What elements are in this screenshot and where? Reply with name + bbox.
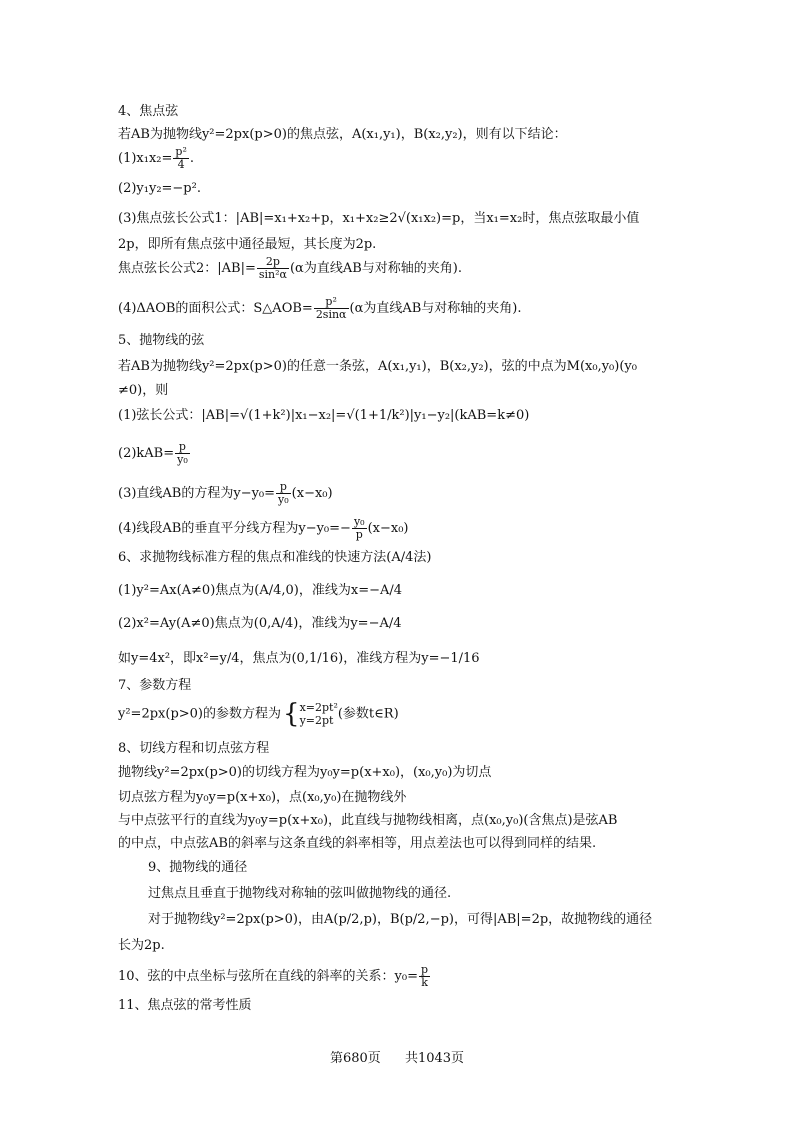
fraction: $\frac{\text{p²}}{4}$ [175, 145, 187, 171]
total-pages: 共1043页 [404, 1051, 465, 1066]
section-9-title: 9、抛物线的通径 [148, 860, 248, 875]
s4-item-1: (1)x₁x₂= $\frac{\text{p²}}{4}$ . [118, 145, 194, 171]
section-5-title: 5、抛物线的弦 [118, 333, 205, 348]
fraction: $\frac{\text{p²}}{2\sin\alpha}$ [315, 295, 347, 321]
page-number: 第680页 [329, 1051, 381, 1066]
s6-item-2: (2)x²=Ay(A≠0)焦点为(0,A/4)，准线为y=−A/4 [118, 616, 402, 631]
s4-item-3-line2: 2p，即所有焦点弦中通径最短，其长度为2p. [118, 237, 377, 252]
s8-line-3: 与中点弦平行的直线为y₀y=p(x+x₀)，此直线与抛物线相离，点(x₀,y₀)(含焦点)是弦AB [118, 813, 618, 828]
fraction: $\frac{2p}{\text{sin²α}}$ [258, 255, 287, 281]
fraction: $\frac{\text{y₀}}{p}$ [353, 515, 365, 541]
s6-item-1: (1)y²=Ax(A≠0)焦点为(A/4,0)，准线为x=−A/4 [118, 583, 403, 598]
s4-item-3-line1: (3)焦点弦长公式1：|AB|=x₁+x₂+p，x₁+x₂≥2√(x₁x₂)=p，当x₁=x₂时，焦点弦取最小值 [118, 211, 640, 226]
brace-system: { x=2pt² y=2pt [283, 699, 338, 729]
s5-item-1: (1)弦长公式：|AB|=√(1+k²)|x₁−x₂|=√(1+1/k²)|y₁−y₂|(kAB=k≠0) [118, 408, 530, 423]
section-5-intro-1: 若AB为抛物线y²=2px(p>0)的任意一条弦，A(x₁,y₁)，B(x₂,y₂)，弦的中点为M(x₀,y₀)(y₀ [118, 359, 637, 374]
s5-item-2: (2)kAB= $\frac{p}{\text{y₀}}$ [118, 440, 188, 466]
fraction: $\frac{p}{\text{y₀}}$ [278, 480, 289, 506]
s4-item-4: (4)ΔAOB的面积公式：S△AOB= $\frac{\text{p²}}{2\sin\alpha}$ (α为直线AB与对称轴的夹角). [118, 295, 522, 321]
section-4-intro: 若AB为抛物线y²=2px(p>0)的焦点弦，A(x₁,y₁)，B(x₂,y₂)，则有以下结论： [118, 127, 567, 142]
s4-item-2: (2)y₁y₂=−p². [118, 181, 201, 196]
s8-line-1: 抛物线y²=2px(p>0)的切线方程为y₀y=p(x+x₀)，(x₀,y₀)为切点 [118, 765, 492, 780]
section-7-title: 7、参数方程 [118, 678, 192, 693]
fraction: $\frac{p}{\text{y₀}}$ [177, 440, 188, 466]
s4-item-focal-length-2: 焦点弦长公式2：|AB|= $\frac{2p}{\text{sin²α}}$ (α为直线AB与对称轴的夹角). [118, 255, 462, 281]
section-11-title: 11、焦点弦的常考性质 [118, 998, 252, 1013]
section-10: 10、弦的中点坐标与弦所在直线的斜率的关系：y₀= $\frac{p}{k}$ [118, 963, 429, 989]
section-4-title: 4、焦点弦 [118, 104, 179, 119]
s8-line-2: 切点弦方程为y₀y=p(x+x₀)，点(x₀,y₀)在抛物线外 [118, 790, 407, 805]
s9-line-3: 长为2p. [118, 938, 165, 953]
s5-item-3: (3)直线AB的方程为y−y₀= $\frac{p}{\text{y₀}}$ (x−x₀) [118, 480, 333, 506]
page-footer [0, 1047, 794, 1066]
s8-line-4: 的中点，中点弦AB的斜率与这条直线的斜率相等，用点差法也可以得到同样的结果. [118, 836, 597, 851]
section-5-intro-2: ≠0)，则 [118, 383, 169, 398]
s5-item-4: (4)线段AB的垂直平分线方程为y−y₀=− $\frac{\text{y₀}}{p}$ (x−x₀) [118, 515, 409, 541]
s9-line-1: 过焦点且垂直于抛物线对称轴的弦叫做抛物线的通径. [148, 886, 452, 901]
fraction: $\frac{p}{k}$ [421, 963, 429, 989]
s7-param-equation: y²=2px(p>0)的参数方程为{ x=2pt² y=2pt (参数t∈R) [118, 699, 399, 729]
section-6-title: 6、求抛物线标准方程的焦点和准线的快速方法(A/4法) [118, 550, 432, 565]
s9-line-2: 对于抛物线y²=2px(p>0)，由A(p/2,p)，B(p/2,−p)，可得|AB|=2p，故抛物线的通径 [148, 912, 653, 927]
s6-example: 如y=4x²，即x²=y/4，焦点为(0,1/16)，准线方程为y=−1/16 [118, 651, 480, 666]
section-8-title: 8、切线方程和切点弦方程 [118, 741, 270, 756]
